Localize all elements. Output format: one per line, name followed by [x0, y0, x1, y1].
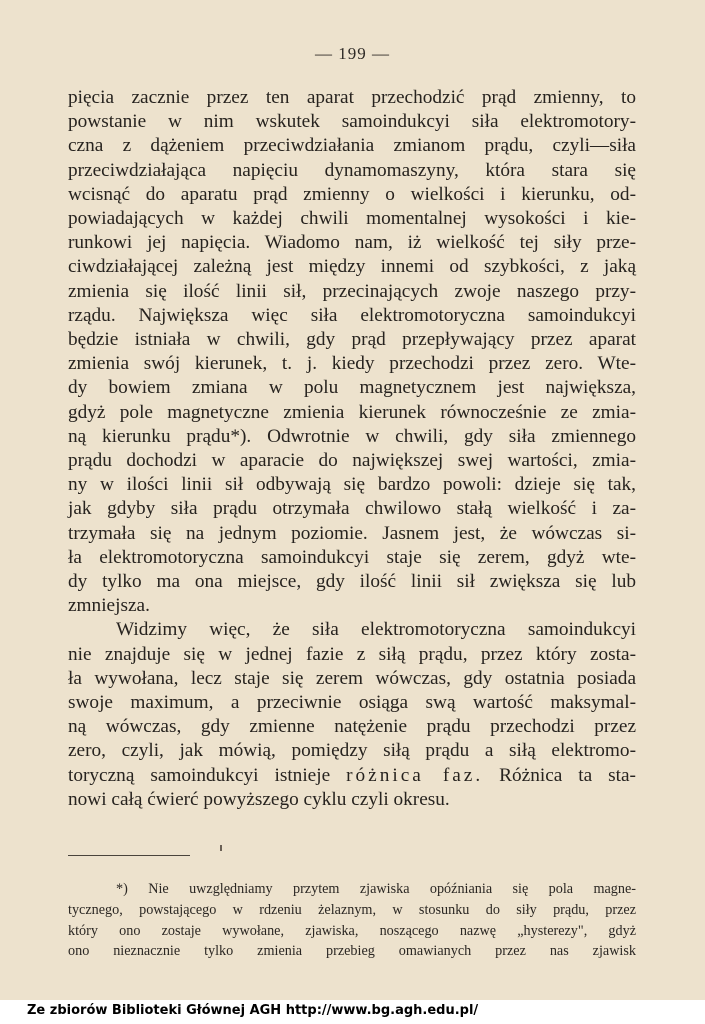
text-line: ną kierunku prądu*). Odwrotnie w chwili, gdy siła zmiennego — [68, 425, 636, 447]
text-line: ła elektromotoryczna samoindukcyi staje się zerem, gdyż wte- — [68, 546, 636, 568]
text-line: będzie istniała w chwili, gdy prąd przepływający przez aparat — [68, 329, 636, 351]
text-line: powiadających w każdej chwili momentalnej wysokości i kie- — [68, 208, 636, 230]
footnote-line: który ono zostaje wywołane, zjawiska, noszącego nazwę „hysterezy", gdyż — [68, 922, 636, 939]
footnote-line: tycznego, powstającego w rdzeniu żelaznym, w stosunku do siły prądu, przez — [68, 901, 636, 918]
text-line: runkowi jej napięcia. Wiadomo nam, iż wielkość tej siły prze- — [68, 232, 636, 254]
text-fragment: toryczną samoindukcyi istnieje — [68, 764, 331, 786]
paragraph-start-line: Widzimy więc, że siła elektromotoryczna samoindukcyi — [116, 619, 636, 641]
text-line: swoje maximum, a przeciwnie osiąga swą wartość maksymal- — [68, 692, 636, 714]
text-line: zmniejsza. — [68, 595, 150, 617]
footnote-line: *) Nie uwzględniamy przytem zjawiska opóźniania się pola magne- — [116, 881, 636, 897]
text-line: przeciwdziałająca napięciu dynamomaszyny, która stara się — [68, 159, 636, 181]
ink-mark — [220, 845, 222, 851]
text-line: ny w ilości linii sił odbywają się bardzo powoli: dzieje się tak, — [68, 474, 636, 496]
text-line: wcisnąć do aparatu prąd zmienny o wielkości i kierunku, od- — [68, 183, 636, 205]
text-line: pięcia zacznie przez ten aparat przechodzić prąd zmienny, to — [68, 87, 636, 108]
text-line: zmienia się ilość linii sił, przecinających zwoje naszego przy- — [68, 280, 636, 302]
text-line: ła wywołana, lecz staje się zerem wówczas, gdy ostatnia posiada — [68, 667, 636, 689]
text-line: dy bowiem zmiana w polu magnetycznem jest największa, — [68, 377, 636, 399]
footnote-divider — [68, 855, 190, 856]
text-line: powstanie w nim wskutek samoindukcyi siła elektromotory- — [68, 111, 636, 133]
page-number: — 199 — — [315, 44, 390, 63]
text-line: dy tylko ma ona miejsce, gdy ilość linii sił zwiększa się lub — [68, 571, 636, 593]
text-line: zero, czyli, jak mówią, pomiędzy siłą prądu a siłą elektromo- — [68, 740, 636, 762]
library-credit: Ze zbiorów Biblioteki Głównej AGH http://www.bg.agh.edu.pl/ — [27, 1003, 479, 1018]
text-line: prądu dochodzi w aparacie do największej swej wartości, zmia- — [68, 450, 636, 472]
text-line: ną wówczas, gdy zmienne natężenie prądu przechodzi przez — [68, 716, 636, 738]
text-line: rządu. Największa więc siła elektromotoryczna samoindukcyi — [68, 304, 636, 326]
text-line: ciwdziałającej zależną jest między innemi od szybkości, z jaką — [68, 256, 636, 278]
text-fragment: Różnica ta sta- — [499, 764, 636, 786]
main-text — [68, 86, 636, 812]
text-line: nowi całą ćwierć powyższego cyklu czyli okresu. — [68, 788, 450, 810]
text-line: jak gdyby siła prądu otrzymała chwilowo stałą wielkość i za- — [68, 498, 636, 520]
text-line: trzymała się na jednym poziomie. Jasnem jest, że wówczas si- — [68, 522, 636, 544]
text-line: gdyż pole magnetyczne zmienia kierunek równocześnie ze zmia- — [68, 401, 636, 423]
text-line: nie znajduje się w jednej fazie z siłą prądu, przez który zosta- — [68, 643, 636, 665]
text-line — [68, 764, 636, 788]
text-line: czna z dążeniem przeciwdziałania zmianom prądu, czyli—siła — [68, 135, 636, 157]
footnote — [68, 879, 636, 962]
footnote-line: ono nieznacznie tylko zmienia przebieg omawianych przez nas zjawisk — [68, 943, 636, 960]
text-line: zmienia swój kierunek, t. j. kiedy przechodzi przez zero. Wte- — [68, 353, 636, 375]
emphasized-term: różnica faz. — [346, 764, 484, 786]
